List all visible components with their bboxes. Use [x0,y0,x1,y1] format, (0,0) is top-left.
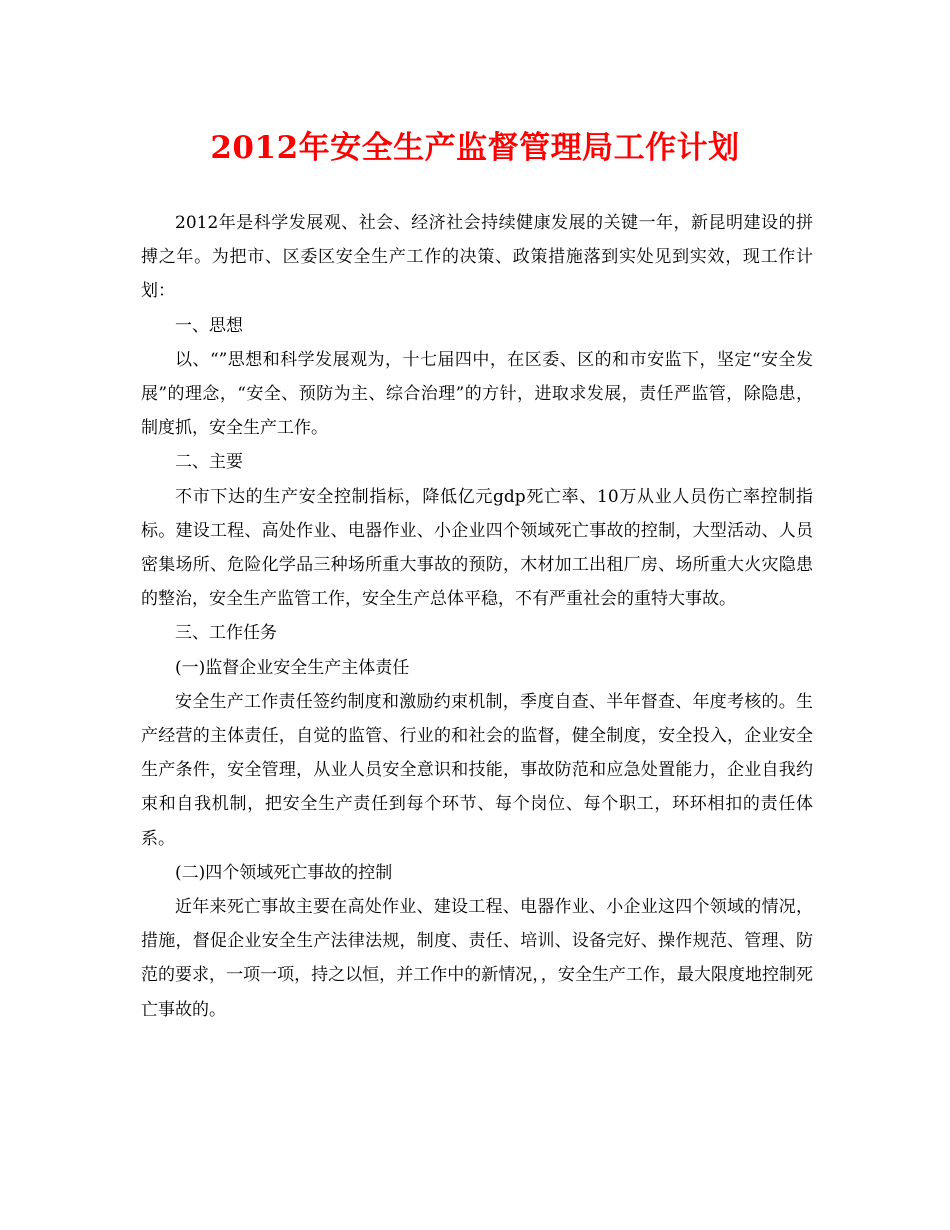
paragraph-1: 以、“”思想和科学发展观为，十七届四中，在区委、区的和市安监下，坚定“安全发展”的理念，“安全、预防为主、综合治理”的方针，进取求发展，责任严监管，除隐患，制度抓，安全生产工作。 [141,349,813,439]
subsection-heading-2: (二)四个领域死亡事故的控制 [175,862,393,883]
paragraph-2: 不市下达的生产安全控制指标，降低亿元gdp死亡率、10万从业人员伤亡率控制指标。建设工程、高处作业、电器作业、小企业四个领域死亡事故的控制，大型活动、人员密集场所、危险化学品三种场所重大事故的预防，木材加工出租厂房、场所重大火灾隐患的整治，安全生产监管工作，安全生产总体平稳，不有严重社会的重特大事故。 [141,486,813,610]
document-body [141,206,813,1027]
section-heading-3: 三、工作任务 [175,623,277,644]
subsection-heading-1: (一)监督企业安全生产主体责任 [175,657,410,678]
paragraph-3: 安全生产工作责任签约制度和激励约束机制，季度自查、半年督查、年度考核的。生产经营的主体责任，自觉的监管、行业的和社会的监督，健全制度，安全投入，企业安全生产条件，安全管理，从业人员安全意识和技能，事故防范和应急处置能力，企业自我约束和自我机制，把安全生产责任到每个环节、每个岗位、每个职工，环环相扣的责任体系。 [141,691,813,849]
intro-paragraph: 2012年是科学发展观、社会、经济社会持续健康发展的关键一年，新昆明建设的拼搏之年。为把市、区委区安全生产工作的决策、政策措施落到实处见到实效，现工作计划： [141,213,813,302]
section-heading-2: 二、主要 [175,452,243,473]
section-heading-1: 一、思想 [175,315,243,336]
paragraph-4: 近年来死亡事故主要在高处作业、建设工程、电器作业、小企业这四个领域的情况，措施，督促企业安全生产法律法规，制度、责任、培训、设备完好、操作规范、管理、防范的要求，一项一项，持之以恒，并工作中的新情况，，安全生产工作，最大限度地控制死亡事故的。 [141,897,813,1020]
document-title: 2012年安全生产监督管理局工作计划 [210,130,740,166]
